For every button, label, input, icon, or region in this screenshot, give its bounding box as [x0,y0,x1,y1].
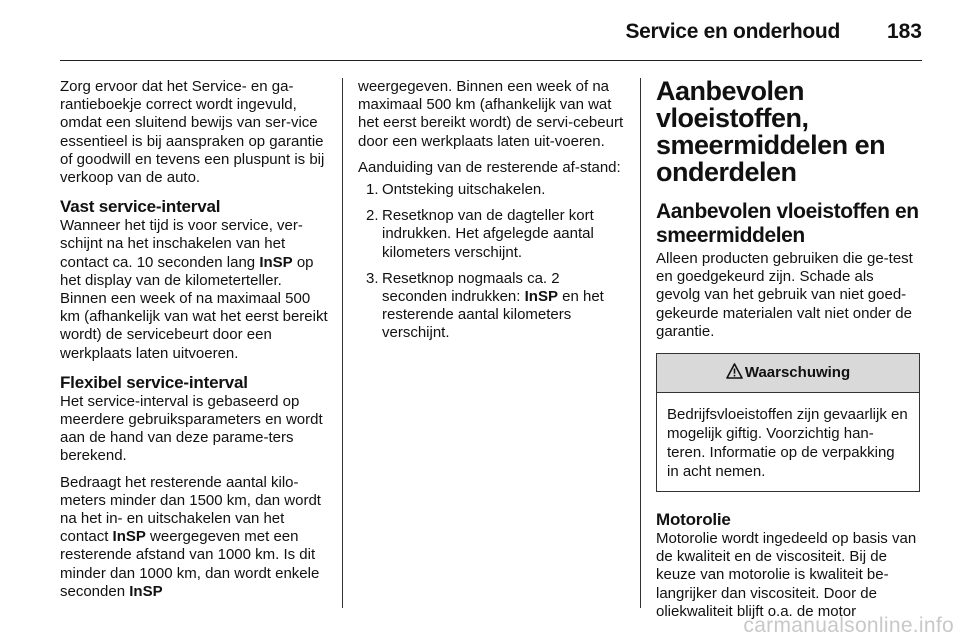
section-title: Service en onderhoud [625,20,840,43]
column-divider-1 [342,78,343,608]
flex-interval-paragraph-1: Het service-interval is gebaseerd op meerdere gebruiksparameters en wordt aan de hand van deze parame-ters berekend. [60,392,323,465]
list-item: 3. Resetknop nogmaals ca. 2 seconden indrukken: InSP en het resterende aantal kilometers verschijnt. [366,269,604,342]
page-header [0,0,960,60]
warning-body: Bedrijfsvloeistoffen zijn gevaarlijk en mogelijk giftig. Voorzichtig han-teren. Informatie op de verpakking in acht nemen. [667,406,908,481]
reset-steps-list [358,181,628,343]
flex-interval-paragraph-2: Bedraagt het resterende aantal kilo-meters minder dan 1500 km, dan wordt na het in- en uitschakelen van het contact InSP weergegeven met een resterende afstand van 1000 km. Is dit minder dan 1000 km, dan wordt enkele seconden InSP [60,473,321,600]
motorolie-paragraph: Motorolie wordt ingedeeld op basis van de kwaliteit en de viscositeit. Bij de keuze van motorolie is kwaliteit be-langrijker dan viscositeit. Door de oliekwaliteit blijft o.a. de motor [656,530,917,620]
insp-label: InSP [129,582,163,600]
warning-header [657,354,919,393]
intro-paragraph: Zorg ervoor dat het Service- en ga-rantieboekje correct wordt ingevuld, omdat een sluitend bewijs van ser-vice essentieel is bij aanspraken op garantie of goodwill en tevens een pluspunt is bij verkoop van de auto. [60,78,325,187]
insp-label: InSP [524,288,558,306]
continuation-paragraph: weergegeven. Binnen een week of na maximaal 500 km (afhankelijk van wat het eerst bereikt wordt) de servi-cebeurt door een werkplaats laten uit-voeren. [358,78,624,150]
list-item: 1. Ontsteking uitschakelen. [366,181,546,199]
column-2 [358,78,628,351]
vast-interval-paragraph: Wanneer het tijd is voor service, ver-schijnt na het inschakelen van het contact ca. 10 seconden lang InSP op het display van de kilometerteller. Binnen een week of na maximaal 500 km (afhankelijk van wat het eerst bereikt wordt) de servicebeurt door een werkplaats laten uitvoeren. [60,217,328,362]
column-3 [656,78,922,629]
flex-interval-heading: Flexibel service-interval [60,372,248,392]
warning-title: Waarschuwing [744,363,851,381]
motorolie-heading: Motorolie [656,510,731,530]
aanduiding-paragraph: Aanduiding van de resterende af-stand: [358,158,621,176]
list-item: 2. Resetknop van de dagteller kort indrukken. Het afgelegde aantal kilometers verschijnt. [366,207,594,261]
watermark: carmanualsonline.info [743,614,954,637]
column-1 [60,78,330,609]
chapter-heading: Aanbevolen vloeistoffen, smeermiddelen en onderdelen [656,76,886,187]
products-paragraph: Alleen producten gebruiken die ge-test en goedgekeurd zijn. Schade als gevolg van het gebruik van niet goed-gekeurde materialen valt niet onder de garantie. [656,250,913,340]
page-number: 183 [886,20,922,43]
vast-interval-heading: Vast service-interval [60,197,221,217]
column-divider-2 [640,78,641,608]
insp-label: InSP [112,528,146,546]
insp-label: InSP [259,253,293,271]
warning-box [656,353,920,492]
subchapter-heading: Aanbevolen vloeistoffen en smeermiddelen [656,200,919,247]
header-divider [60,60,922,61]
warning-triangle-icon [726,363,743,383]
